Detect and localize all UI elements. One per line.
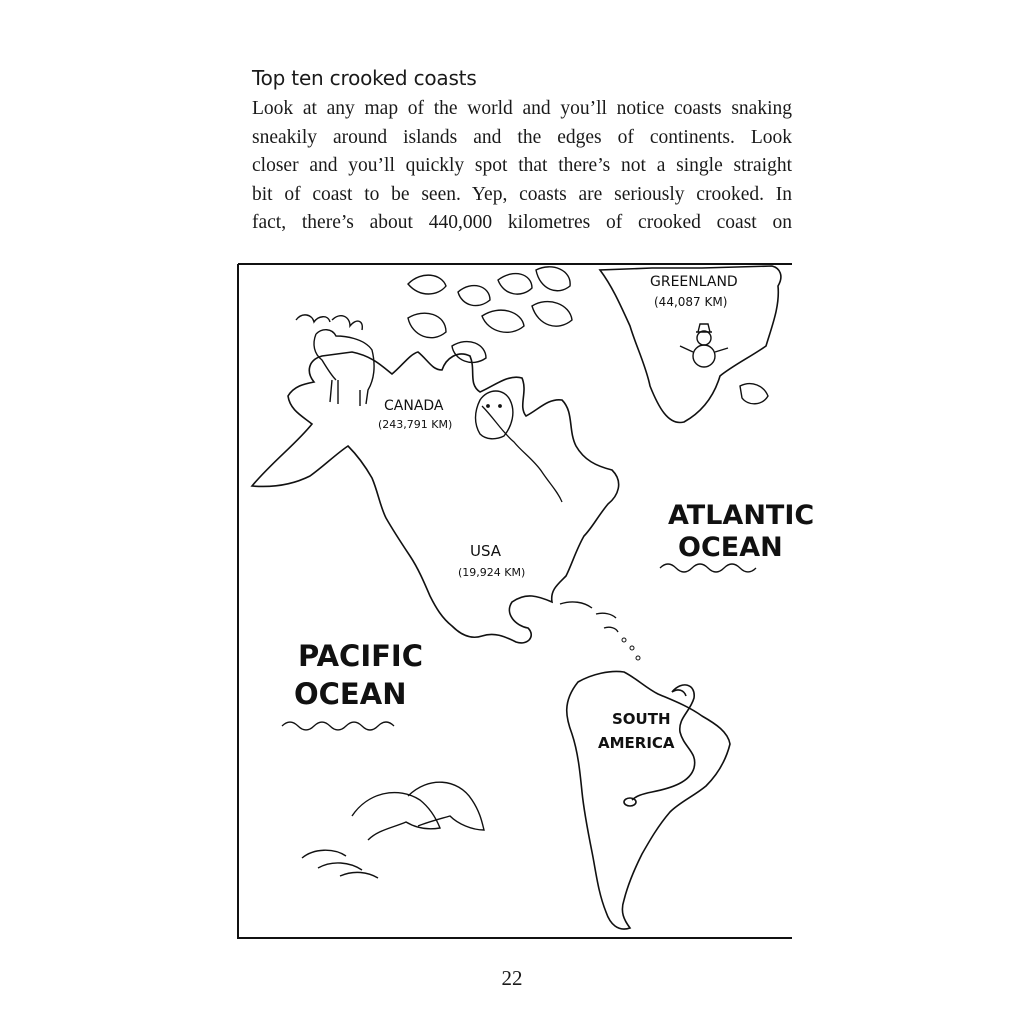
bear-icon (476, 391, 513, 439)
south-america-label-line1: SOUTH (612, 710, 671, 728)
page-number: 22 (501, 966, 523, 990)
greenland-label: GREENLAND (650, 274, 738, 290)
intro-paragraph (252, 95, 792, 238)
paragraph-line: closer and you’ll quickly spot that there’s not a single straight (252, 155, 792, 176)
canada-label: CANADA (384, 398, 444, 414)
paragraph-line: bit of coast to be seen. Yep, coasts are seriously crooked. In (252, 183, 792, 205)
atlantic-ocean-label-line2: OCEAN (678, 532, 783, 563)
south-america-label-line2: AMERICA (598, 734, 675, 752)
moose-icon (296, 315, 374, 406)
canada-length-label: (243,791 KM) (378, 418, 453, 431)
usa-label: USA (470, 542, 502, 560)
arctic-islands (408, 267, 572, 363)
atlantic-ocean-label-line1: ATLANTIC (668, 500, 815, 531)
usa-length-label: (19,924 KM) (458, 566, 526, 579)
dolphins-icon (302, 782, 484, 878)
section-heading: Top ten crooked coasts (252, 66, 477, 90)
paragraph-line: sneakily around islands and the edges of continents. Look (252, 126, 792, 148)
pacific-ocean-label-line1: PACIFIC (298, 639, 423, 673)
north-america-coast (252, 352, 619, 643)
paragraph-line: Look at any map of the world and you’ll notice coasts snaking (252, 98, 792, 119)
americas-map (232, 256, 815, 946)
pacific-ocean-label-line2: OCEAN (294, 677, 407, 711)
caribbean-islands (560, 602, 618, 632)
greenland-length-label: (44,087 KM) (654, 295, 728, 309)
snowman-icon (680, 324, 728, 367)
paragraph-line: fact, there’s about 440,000 kilometres of crooked coast on (252, 212, 792, 233)
